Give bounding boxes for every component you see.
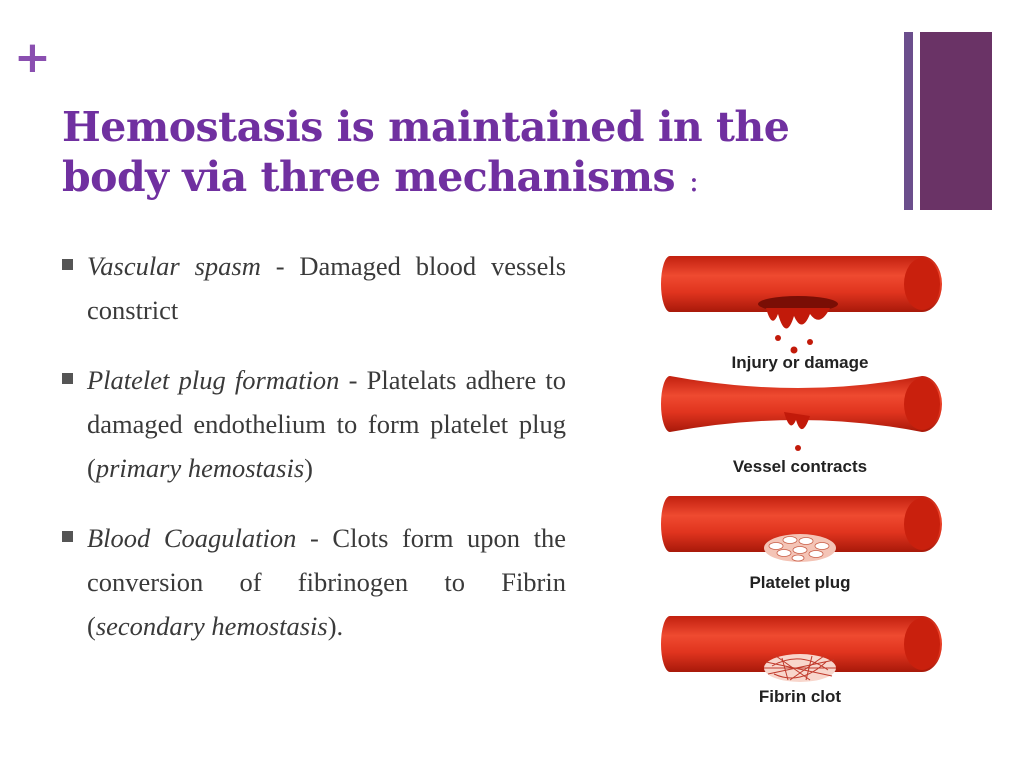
- accent-bar-thick: [920, 32, 992, 210]
- slide-title: [62, 102, 862, 207]
- title-colon: :: [688, 164, 699, 199]
- bullet-term: Vascular spasm: [87, 251, 261, 281]
- title-line-1: Hemostasis is maintained in the: [62, 103, 790, 151]
- square-bullet-icon: [62, 531, 73, 542]
- bullet-blood-coagulation: [62, 516, 566, 648]
- vessel-injury: [661, 256, 942, 354]
- bullet-list: [62, 244, 566, 674]
- bullet-italic-note: primary hemostasis: [95, 453, 305, 483]
- bullet-tail: ).: [327, 611, 344, 641]
- bullet-text: Clots form upon the conversion of fibrinogen to Fibrin (: [87, 523, 567, 641]
- bullet-dash: -: [275, 251, 285, 281]
- plus-icon: +: [14, 32, 51, 83]
- hemostasis-diagram: [660, 250, 960, 710]
- bullet-term: Platelet plug formation: [87, 365, 340, 395]
- bullet-vascular-spasm: [62, 244, 566, 332]
- accent-bar-thin: [904, 32, 913, 210]
- bullet-platelet-plug: [62, 358, 566, 490]
- bullet-text: Platelats adhere to damaged endothelium to form platelet plug (: [87, 365, 567, 483]
- bullet-italic-note: secondary hemostasis: [95, 611, 328, 641]
- bullet-text: Damaged blood vessels constrict: [87, 251, 567, 325]
- title-line-2: body via three mechanisms: [62, 153, 676, 201]
- vessel-contracts: [661, 376, 942, 451]
- square-bullet-icon: [62, 259, 73, 270]
- bullet-term: Blood Coagulation: [87, 523, 297, 553]
- caption-contracts: Vessel contracts: [732, 457, 868, 476]
- hemostasis-illustration: [660, 250, 960, 710]
- caption-platelet-plug: Platelet plug: [749, 573, 851, 592]
- bullet-tail: ): [304, 453, 313, 483]
- caption-fibrin-clot: Fibrin clot: [758, 687, 842, 706]
- caption-injury: Injury or damage: [731, 353, 869, 372]
- bullet-dash: -: [310, 523, 319, 553]
- vessel-fibrin-clot: [661, 616, 942, 682]
- vessel-platelet-plug: [661, 496, 942, 562]
- square-bullet-icon: [62, 373, 73, 384]
- bullet-dash: -: [348, 365, 358, 395]
